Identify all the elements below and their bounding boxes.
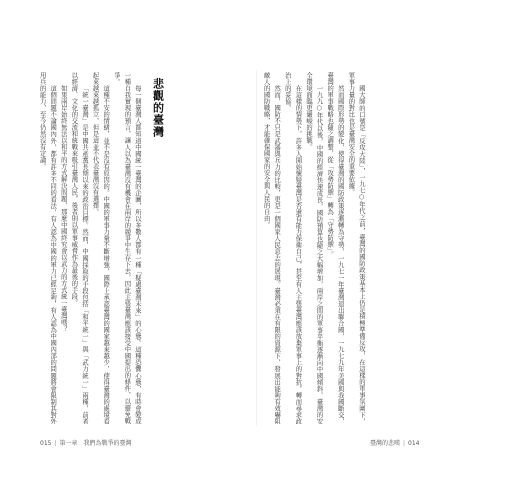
- right-page-number: 014: [408, 440, 420, 447]
- page-gutter: [256, 70, 257, 426]
- right-paragraph-5: 然而，國防不只是武器與兵力的比較，更是一個國家人民意志的展現。臺灣必須在有限的資源下，發展出能夠有效嚇阻敵人的國防戰略，才能確保國家的安全與人民的自由。: [262, 72, 281, 424]
- chapter-title: 第一章 我們為戰爭的臺灣: [59, 440, 132, 447]
- left-paragraph-4: 如果兩岸始終無法以和平的方式解決問題，那麼中國終究會以武力的方式統一臺灣嗎？: [59, 84, 67, 332]
- left-page-text: [36, 72, 173, 424]
- right-paragraph-3: 一九九○年代以後，中國的經濟快速成長，國防預算也隨之大幅增加，兩岸之間的軍事平衡逐漸向中國傾斜，臺灣的安全環境面臨更嚴峻的挑戰。: [304, 72, 323, 424]
- footer-separator: |: [54, 440, 57, 447]
- left-page: [36, 72, 268, 424]
- right-footer: [370, 438, 420, 450]
- section-heading: 悲觀的臺灣: [151, 78, 165, 138]
- left-paragraph-2: 這種不安的情緒，並不是沒有原因的。中國的軍事力量不斷增強，國際上承認臺灣的國家越來越少，使得臺灣的處境看起來越來越孤立，但是這並不代表臺灣沒有選擇。: [91, 72, 110, 424]
- running-book-title: 臺灣的悲嘆: [370, 440, 401, 447]
- footer-separator: |: [403, 440, 406, 447]
- left-paragraph-3: 「統一臺灣」是中國共產黨長期以來的政治目標。然而，中國採取的手段包括「和平統一」與「武力統一」兩種，前者以經濟、文化的交流和統戰來吸引臺灣人民，後者則以軍事威脅作為最後的手段。: [70, 72, 88, 424]
- left-paragraph-5: 這個問題不論國內外，都有許多不同的看法，有人認為中國的軍力已經足夠，有人認為中國內部的問題將會限制其對外用兵的能力，至今仍然沒有定論。: [38, 72, 57, 424]
- right-paragraph-1: 國大師的口號是「反攻大陸」，一九七○年代之前，臺灣的國防政策基本上仍是積極準備反攻，在這樣的軍事氛圍下，軍事力量的對比也是臺灣安全的重要依據。: [347, 72, 365, 424]
- right-page-text: [260, 72, 366, 424]
- right-page: [260, 72, 492, 424]
- left-footer: [40, 438, 132, 450]
- right-paragraph-4: 在這樣的情勢下，許多人開始懷疑臺灣是否還有能力保衛自己，甚至有人主張臺灣應該放棄軍事上的對抗，轉而尋求政治上的妥協。: [283, 72, 302, 424]
- left-paragraph-1: 每一個臺灣人都知道中國統一臺灣的企圖，所以多數人都有一種「疑慮臺灣未來」的心態。這種恐懼心態，有時會變成一種自我實現的預言，讓人以為臺灣沒有機會在兩岸的競爭中生存下去，因此主張臺灣應該接受中國提出的條件，以避免戰爭。: [112, 72, 141, 424]
- right-paragraph-2: 然而國際形勢的變化，使得臺灣的國防政策逐漸轉為守勢，一九七一年臺灣退出聯合國，一九七九年美國與我國斷交，臺灣的軍事戰略也隨之調整，從「攻勢防禦」轉為「守勢防禦」。: [326, 72, 344, 424]
- left-page-number: 015: [40, 440, 52, 447]
